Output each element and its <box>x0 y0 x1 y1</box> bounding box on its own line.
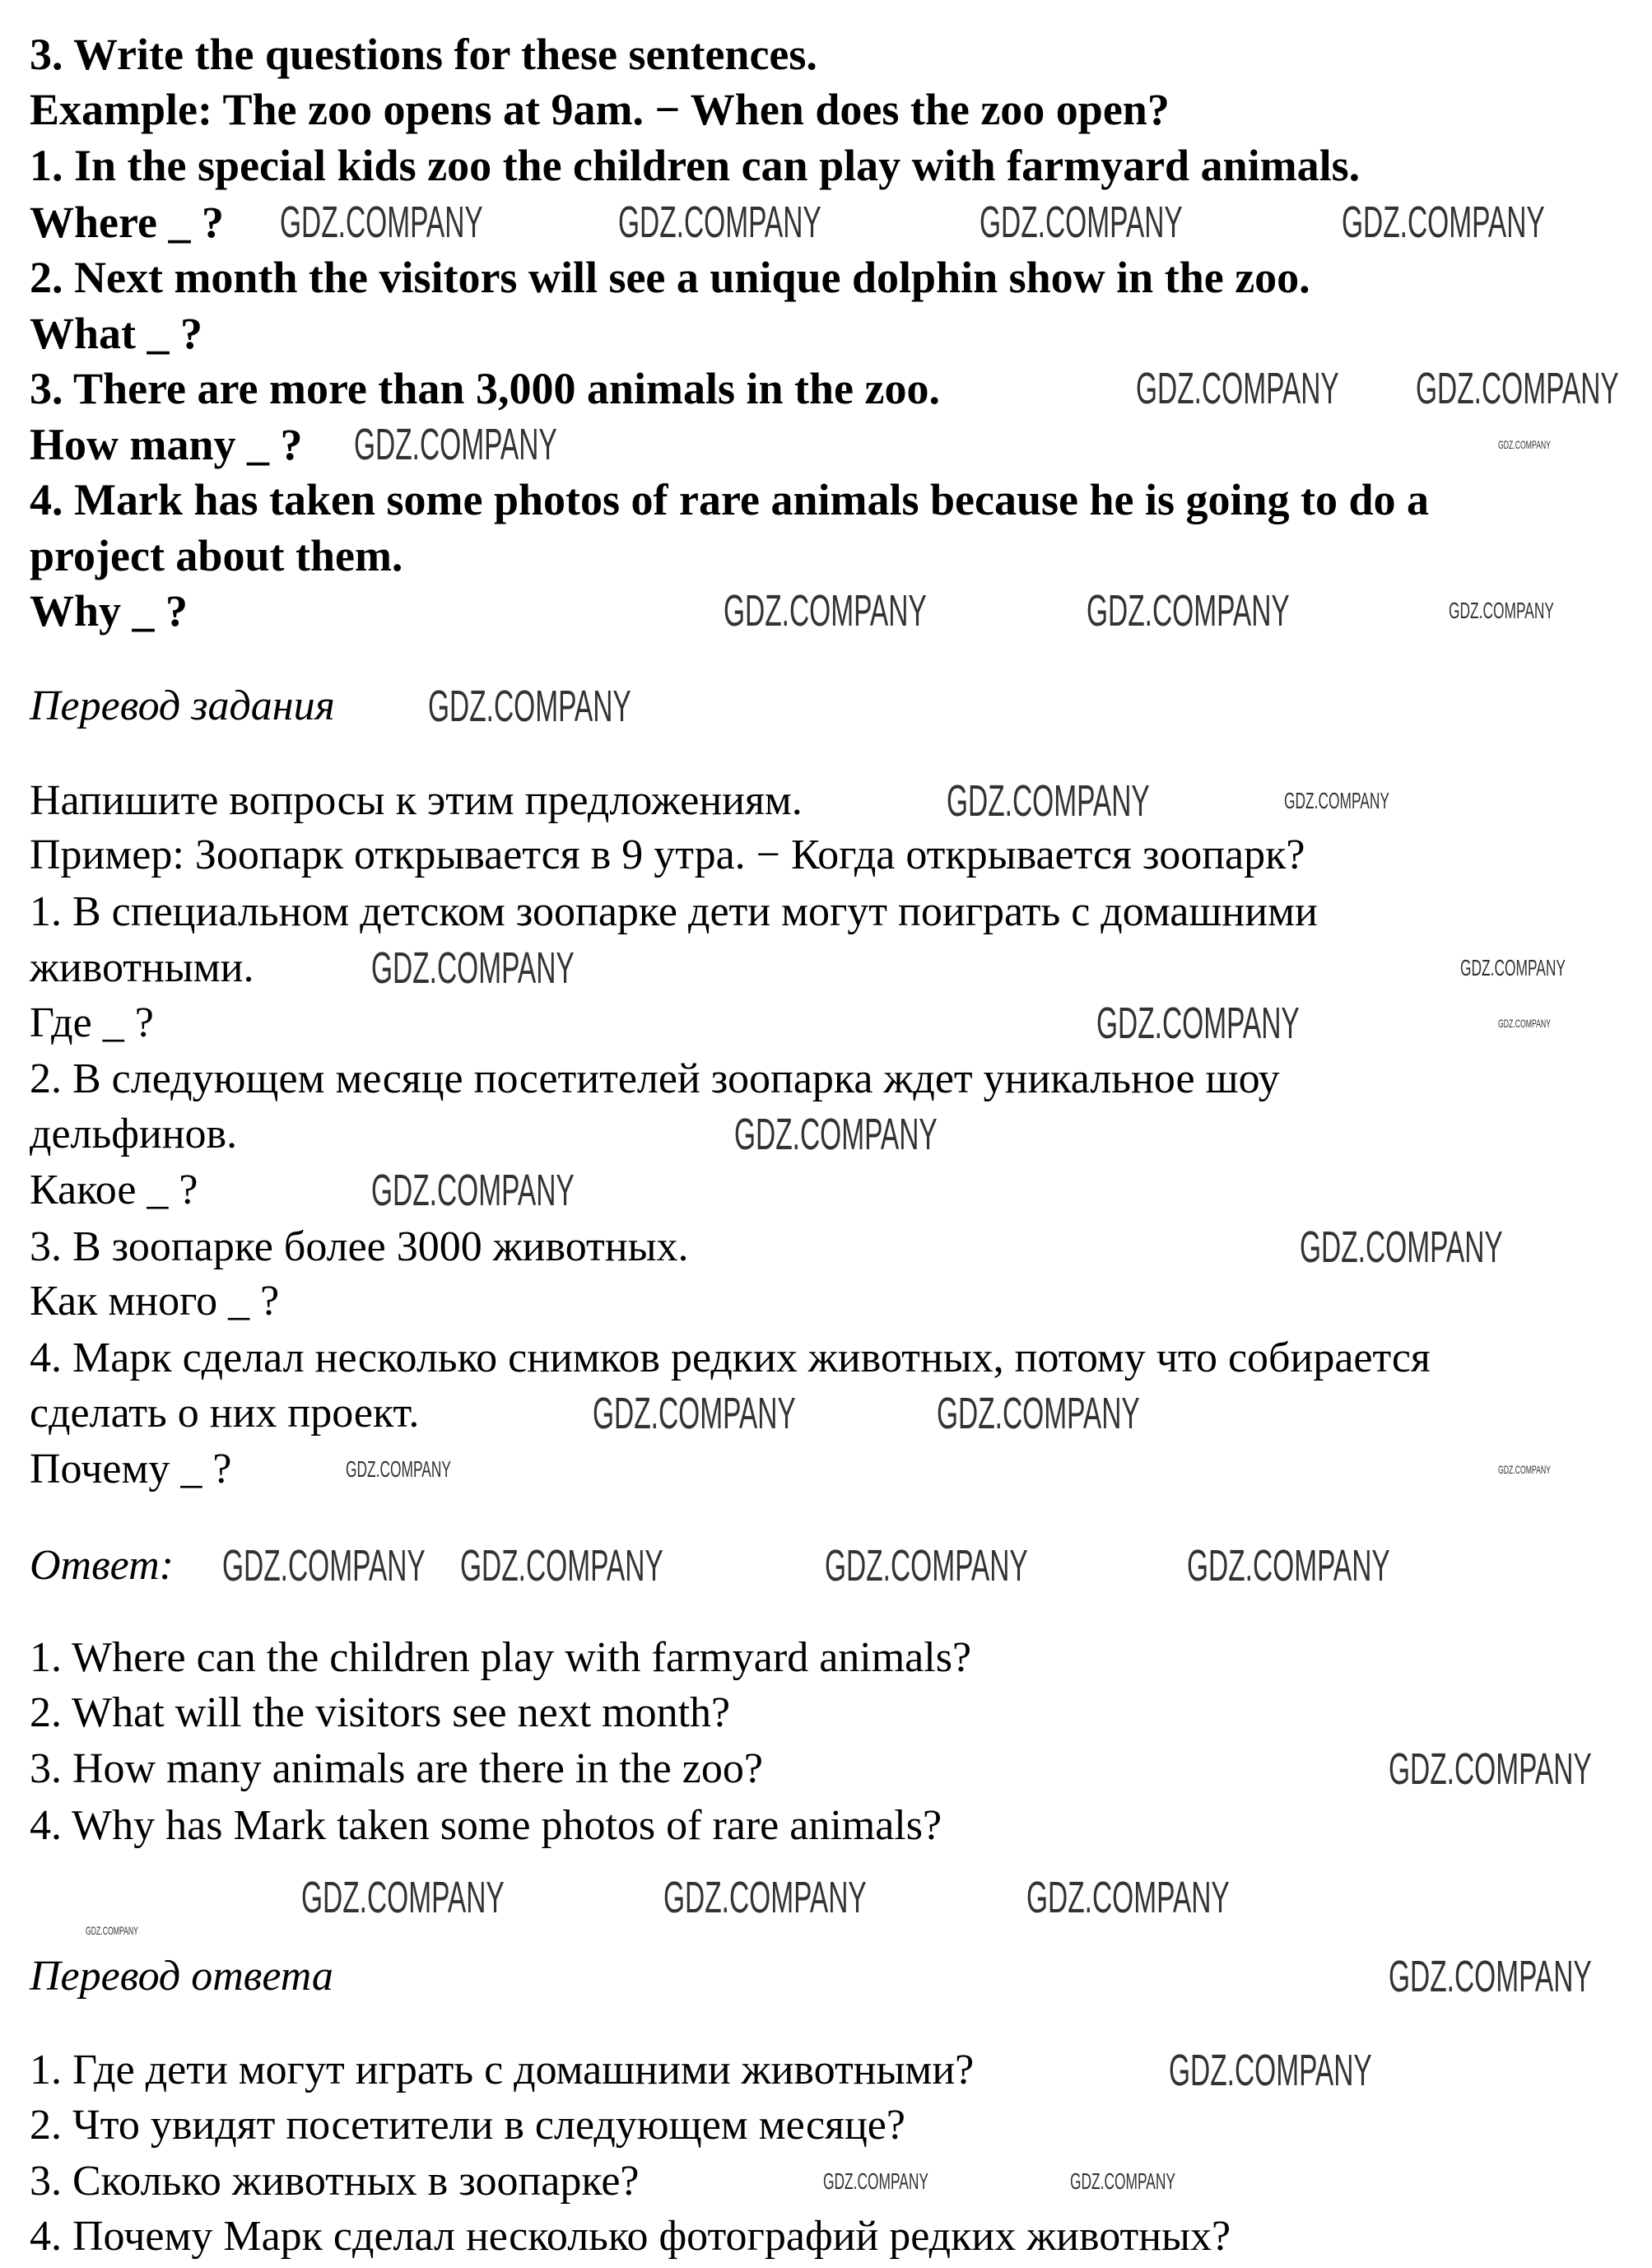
watermark: GDZ.COMPANY <box>1498 1463 1551 1476</box>
watermark: GDZ.COMPANY <box>1096 999 1300 1048</box>
watermark: GDZ.COMPANY <box>280 198 483 247</box>
task-line: Why _ ? <box>30 586 188 636</box>
translation-line: Какое _ ? <box>30 1167 198 1213</box>
watermark: GDZ.COMPANY <box>428 682 631 731</box>
watermark: GDZ.COMPANY <box>1498 438 1551 451</box>
answer-line: 4. Why has Mark taken some photos of rare animals? <box>30 1802 942 1849</box>
watermark: GDZ.COMPANY <box>1284 788 1389 813</box>
watermark: GDZ.COMPANY <box>1187 1541 1390 1590</box>
answer-translation-line: 2. Что увидят посетители в следующем месяце? <box>30 2102 905 2149</box>
translation-line: 1. В специальном детском зоопарке дети могут поиграть с домашними <box>30 888 1318 935</box>
watermark: GDZ.COMPANY <box>86 1924 138 1937</box>
watermark: GDZ.COMPANY <box>947 776 1150 826</box>
translation-line: 3. В зоопарке более 3000 животных. <box>30 1223 689 1270</box>
watermark: GDZ.COMPANY <box>1389 1952 1592 2001</box>
answer-line: 1. Where can the children play with farmyard animals? <box>30 1634 972 1681</box>
watermark: GDZ.COMPANY <box>1087 586 1290 636</box>
watermark: GDZ.COMPANY <box>301 1873 505 1922</box>
answer-translation-line: 1. Где дети могут играть с домашними животными? <box>30 2047 975 2093</box>
task-title: 3. Write the questions for these sentences. <box>30 30 817 79</box>
watermark: GDZ.COMPANY <box>1416 364 1619 413</box>
answer-translation-line: 4. Почему Марк сделал несколько фотографий редких животных? <box>30 2213 1231 2260</box>
answer-line: 2. What will the visitors see next month? <box>30 1689 731 1736</box>
watermark: GDZ.COMPANY <box>1449 598 1554 623</box>
translation-line: 4. Марк сделал несколько снимков редких животных, потому что собирается <box>30 1334 1431 1381</box>
watermark: GDZ.COMPANY <box>371 1166 575 1215</box>
watermark: GDZ.COMPANY <box>371 943 575 993</box>
watermark: GDZ.COMPANY <box>1070 2168 1175 2194</box>
watermark: GDZ.COMPANY <box>980 198 1183 247</box>
task-line: Where _ ? <box>30 198 224 247</box>
task-example: Example: The zoo opens at 9am. − When does the zoo open? <box>30 85 1170 134</box>
translation-line: Где _ ? <box>30 999 154 1046</box>
translation-line: сделать о них проект. <box>30 1390 420 1437</box>
watermark: GDZ.COMPANY <box>937 1389 1140 1438</box>
task-line: project about them. <box>30 531 403 580</box>
watermark: GDZ.COMPANY <box>734 1110 938 1159</box>
translation-line: животными. <box>30 944 254 991</box>
watermark: GDZ.COMPANY <box>724 586 927 636</box>
watermark: GDZ.COMPANY <box>618 198 821 247</box>
translation-line: дельфинов. <box>30 1111 238 1157</box>
answer-translation-line: 3. Сколько животных в зоопарке? <box>30 2158 640 2205</box>
watermark: GDZ.COMPANY <box>1342 198 1545 247</box>
answer-line: 3. How many animals are there in the zoo? <box>30 1745 763 1792</box>
watermark: GDZ.COMPANY <box>1300 1222 1503 1272</box>
task-line: 1. In the special kids zoo the children can play with farmyard animals. <box>30 141 1361 190</box>
watermark: GDZ.COMPANY <box>823 2168 928 2194</box>
watermark: GDZ.COMPANY <box>593 1389 796 1438</box>
task-line: How many _ ? <box>30 420 303 469</box>
watermark: GDZ.COMPANY <box>1389 1744 1592 1794</box>
watermark: GDZ.COMPANY <box>354 420 557 469</box>
answer-translation-heading: Перевод ответа <box>30 1953 333 2000</box>
watermark: GDZ.COMPANY <box>222 1541 426 1590</box>
watermark: GDZ.COMPANY <box>1169 2046 1372 2095</box>
watermark: GDZ.COMPANY <box>825 1541 1028 1590</box>
watermark: GDZ.COMPANY <box>1460 955 1566 980</box>
watermark: GDZ.COMPANY <box>1026 1873 1230 1922</box>
answer-heading: Ответ: <box>30 1542 174 1589</box>
task-line: 2. Next month the visitors will see a unique dolphin show in the zoo. <box>30 253 1310 302</box>
task-line: 3. There are more than 3,000 animals in the zoo. <box>30 364 940 413</box>
translation-line: Пример: Зоопарк открывается в 9 утра. − Когда открывается зоопарк? <box>30 831 1305 878</box>
task-translation-heading: Перевод задания <box>30 682 335 729</box>
translation-line: Как много _ ? <box>30 1278 280 1325</box>
translation-line: Почему _ ? <box>30 1446 232 1493</box>
translation-line: Напишите вопросы к этим предложениям. <box>30 777 803 824</box>
watermark: GDZ.COMPANY <box>1498 1017 1551 1030</box>
watermark: GDZ.COMPANY <box>663 1873 867 1922</box>
watermark: GDZ.COMPANY <box>460 1541 663 1590</box>
watermark: GDZ.COMPANY <box>1136 364 1339 413</box>
translation-line: 2. В следующем месяце посетителей зоопарка ждет уникальное шоу <box>30 1055 1280 1102</box>
task-line: 4. Mark has taken some photos of rare animals because he is going to do a <box>30 475 1430 524</box>
watermark: GDZ.COMPANY <box>346 1456 451 1482</box>
task-line: What _ ? <box>30 309 203 358</box>
